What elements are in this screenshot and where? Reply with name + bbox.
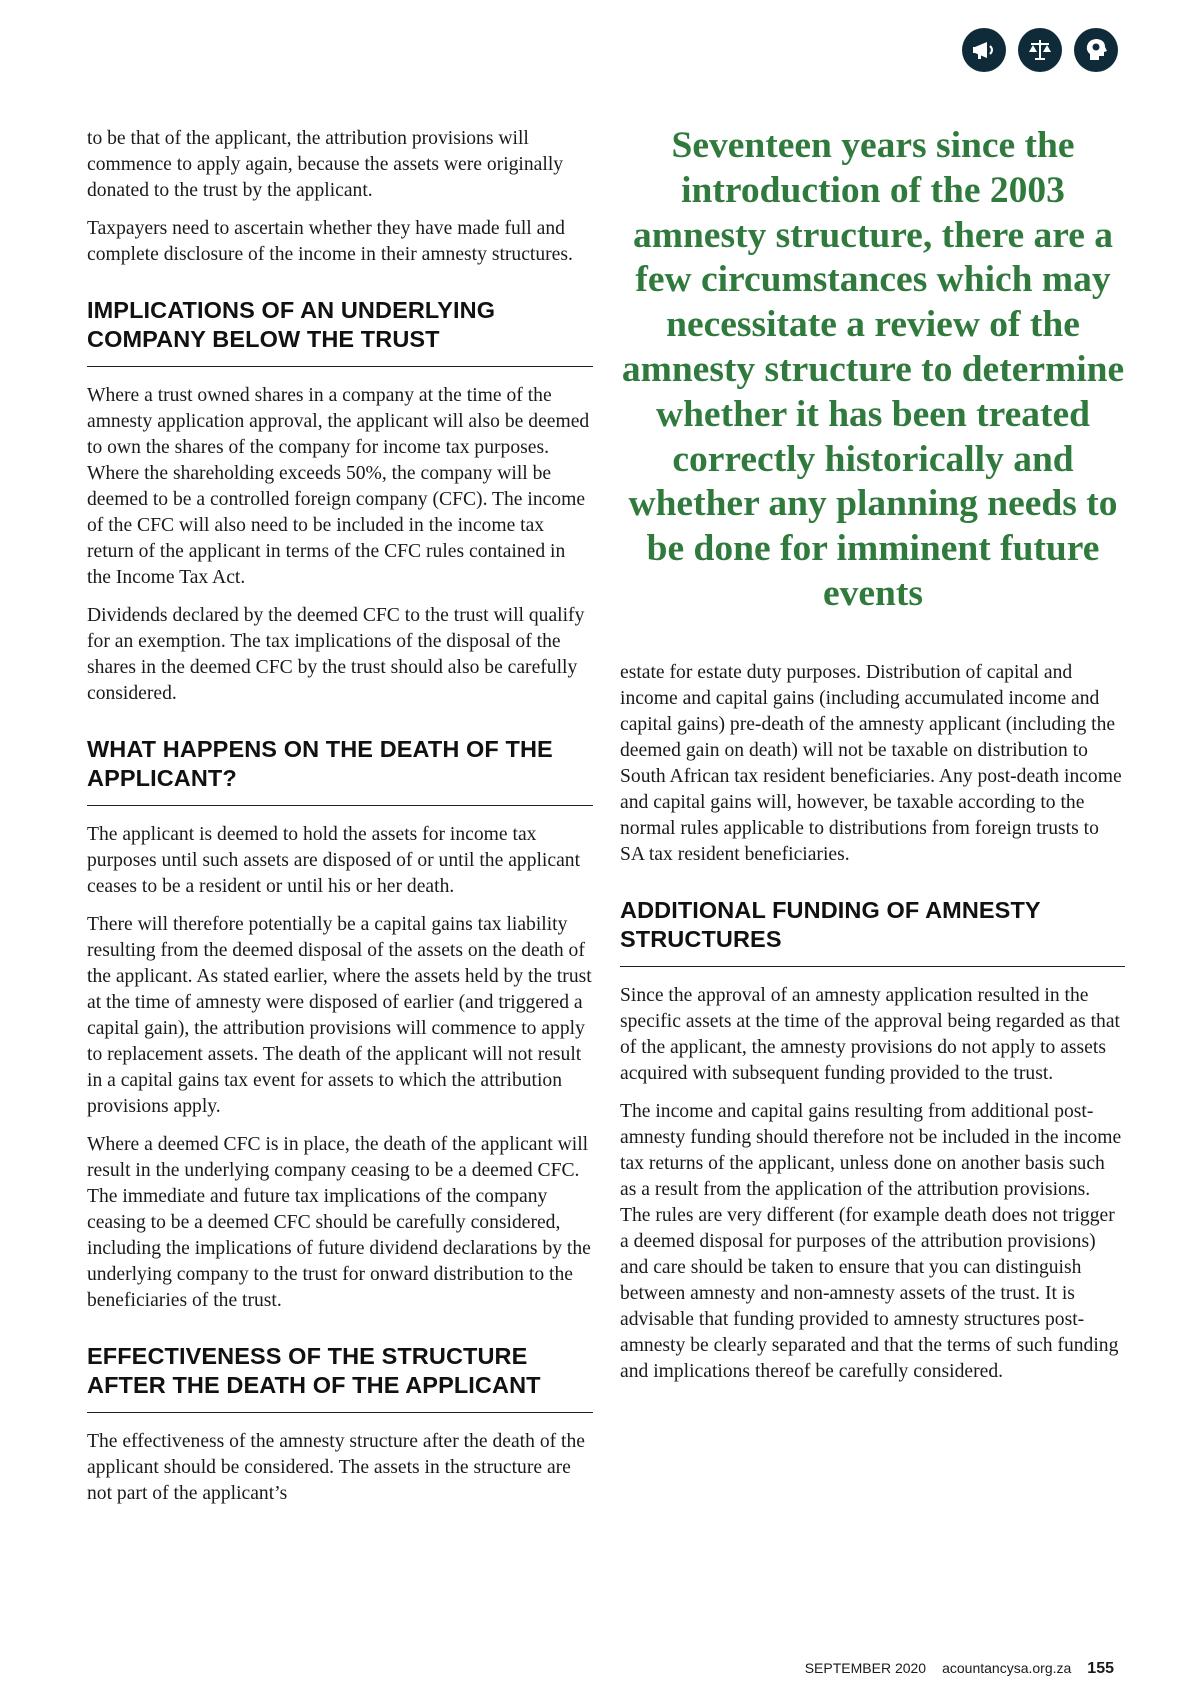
paragraph: Dividends declared by the deemed CFC to the trust will qualify for an exemption. The tax implications of the disposal of the shares in the deemed CFC by the trust should also be carefully considered. (87, 605, 585, 704)
paragraph: Since the approval of an amnesty application resulted in the specific assets at the time of the approval being regarded as that of the applicant, the amnesty provisions do not apply to assets acquired with subsequent funding provided to the trust. (620, 985, 1120, 1084)
paragraph: estate for estate duty purposes. Distribution of capital and income and capital gains (including accumulated income and capital gains) pre-death of the amnesty applicant (including the deemed gain on death) will not be taxable on distribution to South African tax resident beneficiaries. Any post-death income and capital gains will, however, be taxable according to the normal rules applicable to distributions from foreign trusts to SA tax resident beneficiaries. (620, 662, 1122, 865)
paragraph: The applicant is deemed to hold the assets for income tax purposes until such assets are disposed of or until the applicant ceases to be a resident or until his or her death. (87, 824, 581, 897)
section-heading: WHAT HAPPENS ON THE DEATH OF THE APPLICANT? (87, 735, 593, 806)
section-heading: EFFECTIVENESS OF THE STRUCTURE AFTER THE DEATH OF THE APPLICANT (87, 1342, 593, 1413)
megaphone-icon (962, 28, 1006, 72)
head-idea-icon (1074, 28, 1118, 72)
paragraph: to be that of the applicant, the attribution provisions will commence to apply again, because the assets were originally donated to the trust by the applicant. (87, 128, 564, 201)
scales-icon (1018, 28, 1062, 72)
section-heading: ADDITIONAL FUNDING OF AMNESTY STRUCTURES (620, 896, 1125, 967)
page-number: 155 (1087, 1660, 1114, 1677)
issue-date: SEPTEMBER 2020 (804, 1660, 927, 1676)
paragraph: There will therefore potentially be a capital gains tax liability resulting from the deemed disposal of the assets on the death of the applicant. As stated earlier, where the assets held by the trust at the time of amnesty were disposed of earlier (and triggered a capital gain), the attribution provisions will commence to apply to replacement assets. The death of the applicant will not result in a capital gains tax event for assets to which the attribution provisions apply. (87, 914, 592, 1117)
section-heading: IMPLICATIONS OF AN UNDERLYING COMPANY BELOW THE TRUST (87, 296, 593, 367)
paragraph: The effectiveness of the amnesty structure after the death of the applicant should be considered. The assets in the structure are not part of the applicant’s (87, 1431, 585, 1504)
paragraph: Where a trust owned shares in a company at the time of the amnesty application approval, the applicant will also be deemed to own the shares of the company for income tax purposes. Where the shareholding exceeds 50%, the company will be deemed to be a controlled foreign company (CFC). The income of the CFC will also need to be included in the income tax return of the applicant in terms of the CFC rules contained in the Income Tax Act. (87, 385, 590, 588)
pull-quote: Seventeen years since the introduction of the 2003 amnesty structure, there are a few circumstances which may necessitate a review of the amnesty structure to determine whether it has been treated correctly historically and whether any planning needs to be done for imminent future events (621, 125, 1125, 614)
left-column (87, 126, 593, 1519)
paragraph: Taxpayers need to ascertain whether they have made full and complete disclosure of the income in their amnesty structures. (87, 218, 573, 265)
website-link[interactable]: acountancysa.org.za (942, 1660, 1072, 1676)
page-footer (805, 1660, 1114, 1678)
right-column (620, 660, 1125, 1397)
paragraph: The income and capital gains resulting from additional post-amnesty funding should therefore not be included in the income tax returns of the applicant, unless done on another basis such as a result from the application of the attribution provisions. The rules are very different (for example death does not trigger a deemed disposal for purposes of the attribution provisions) and care should be taken to ensure that you can distinguish between amnesty and non-amnesty assets of the trust. It is advisable that funding provided to amnesty structures post-amnesty be clearly separated and that the terms of such funding and implications thereof be carefully considered. (620, 1101, 1122, 1382)
paragraph: Where a deemed CFC is in place, the death of the applicant will result in the underlying company ceasing to be a deemed CFC. The immediate and future tax implications of the company ceasing to be a deemed CFC should be carefully considered, including the implications of future dividend declarations by the underlying company to the trust for onward distribution to the beneficiaries of the trust. (87, 1134, 591, 1311)
section-icons (962, 28, 1118, 72)
